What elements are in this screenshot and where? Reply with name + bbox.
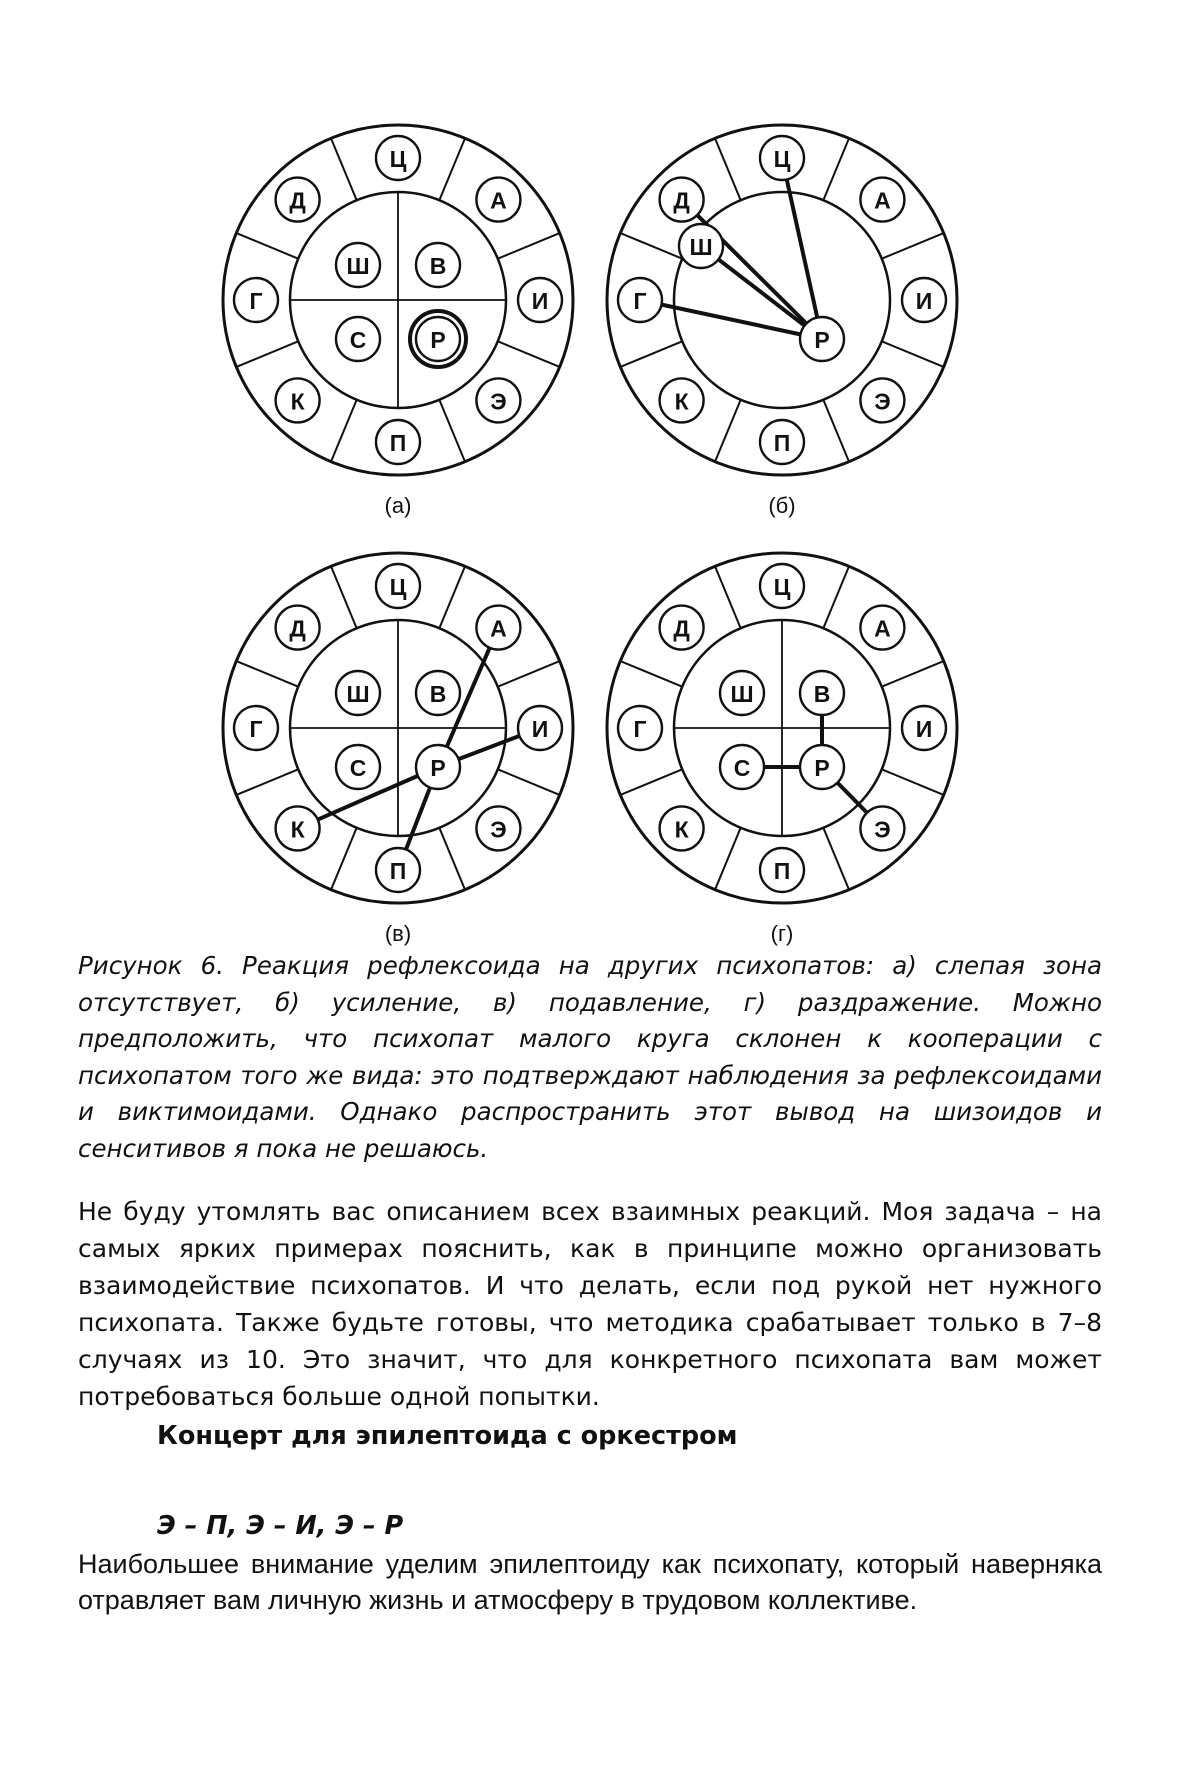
segment-divider xyxy=(498,341,560,367)
node-label: Ш xyxy=(346,681,370,707)
node-label: Ц xyxy=(773,574,791,600)
figure-caption: Рисунок 6. Реакция рефлексоида на других психопатов: а) слепая зона отсутствует, б) усиление, в) подавление, г) раздражение. Можно предположить, что психопат малого круга склонен к кооперации с психопатом того же вида: это подтверждают наблюдения за рефлексоидами и виктимоидами. Однако распространить этот вывод на шизоидов и сенситивов я пока не решаюсь. xyxy=(78,951,1102,1163)
segment-divider xyxy=(439,400,465,462)
inner-node xyxy=(416,671,460,715)
outer-node xyxy=(476,806,520,850)
outer-node xyxy=(618,706,662,750)
inner-node xyxy=(720,745,764,789)
segment-divider xyxy=(331,400,357,462)
outer-node xyxy=(860,806,904,850)
diagram-panel-g xyxy=(607,553,957,946)
outer-node xyxy=(660,378,704,422)
node-label: Ш xyxy=(689,234,713,260)
inner-node xyxy=(800,671,844,715)
diagram-panel-v xyxy=(223,553,573,946)
node-label: С xyxy=(349,755,367,781)
segment-divider xyxy=(331,566,357,628)
segment-divider xyxy=(498,661,560,687)
inner-node xyxy=(800,317,844,361)
inner-node xyxy=(800,745,844,789)
inner-node xyxy=(336,317,380,361)
outer-node xyxy=(276,606,320,650)
inner-node xyxy=(416,745,460,789)
outer-node xyxy=(276,178,320,222)
outer-node xyxy=(860,378,904,422)
segment-divider xyxy=(236,341,298,367)
node-label: А xyxy=(874,615,891,642)
outer-node xyxy=(860,606,904,650)
segment-divider xyxy=(498,233,560,259)
outer-node xyxy=(760,848,804,892)
node-label: П xyxy=(773,430,791,456)
segment-divider xyxy=(823,138,849,200)
segment-divider xyxy=(236,233,298,259)
node-label: Э xyxy=(490,816,507,843)
segment-divider xyxy=(715,138,741,200)
node-label: В xyxy=(429,253,447,279)
segment-divider xyxy=(823,400,849,462)
outer-node xyxy=(376,564,420,608)
segment-divider xyxy=(715,828,741,890)
segment-divider xyxy=(715,400,741,462)
node-label: Ц xyxy=(389,146,407,172)
node-label: И xyxy=(531,716,549,742)
node-label: К xyxy=(290,816,305,843)
outer-node xyxy=(760,564,804,608)
outer-node xyxy=(902,278,946,322)
inner-node xyxy=(416,243,460,287)
node-label: Ц xyxy=(389,574,407,600)
segment-divider xyxy=(439,566,465,628)
node-label: Ш xyxy=(730,681,754,707)
node-label: А xyxy=(874,187,891,214)
outer-node xyxy=(660,806,704,850)
node-label: Э xyxy=(490,388,507,415)
segment-divider xyxy=(236,769,298,795)
outer-node xyxy=(518,706,562,750)
outer-node xyxy=(618,278,662,322)
segment-divider xyxy=(331,138,357,200)
body-paragraph-2: Наибольшее внимание уделим эпилептоиду как психопату, который наверняка отравляет вам личную жизнь и атмосферу в трудовом коллективе. xyxy=(78,1549,1102,1615)
segment-divider xyxy=(620,233,682,259)
node-label: Д xyxy=(673,187,690,214)
segment-divider xyxy=(882,769,944,795)
node-label: И xyxy=(915,288,933,314)
node-label: Р xyxy=(814,755,830,781)
outer-node xyxy=(376,420,420,464)
segment-divider xyxy=(236,661,298,687)
node-label: П xyxy=(389,430,407,456)
node-label: Э xyxy=(874,388,891,415)
outer-node xyxy=(376,848,420,892)
segment-divider xyxy=(439,828,465,890)
node-label: Д xyxy=(673,615,690,642)
outer-node xyxy=(276,806,320,850)
panel-label: (б) xyxy=(768,493,796,518)
node-label: Э xyxy=(874,816,891,843)
diagram-panel-b xyxy=(607,125,957,518)
outer-node xyxy=(518,278,562,322)
segment-divider xyxy=(498,769,560,795)
node-label: Ц xyxy=(773,146,791,172)
segment-divider xyxy=(715,566,741,628)
segment-divider xyxy=(620,769,682,795)
body-paragraph: Не буду утомлять вас описанием всех взаимных реакций. Моя задача – на самых ярких примерах пояснить, как в принципе можно организовать взаимодействие психопатов. И что делать, если под рукой нет нужного психопата. Также будьте готовы, что методика срабатывает только в 7–8 случаях из 10. Это значит, что для конкретного психопата вам может потребоваться больше одной попытки. xyxy=(78,1197,1102,1411)
node-label: К xyxy=(290,388,305,415)
segment-divider xyxy=(882,233,944,259)
outer-node xyxy=(476,606,520,650)
panel-label: (в) xyxy=(384,921,412,946)
section-heading: Концерт для эпилептоида с оркестром xyxy=(157,1421,738,1451)
node-label: Г xyxy=(249,288,263,314)
segment-divider xyxy=(823,828,849,890)
node-label: П xyxy=(773,858,791,884)
outer-node xyxy=(860,178,904,222)
node-label: В xyxy=(813,681,831,707)
inner-node xyxy=(336,243,380,287)
node-label: С xyxy=(733,755,751,781)
node-label: К xyxy=(674,816,689,843)
node-label: И xyxy=(531,288,549,314)
inner-node xyxy=(679,224,723,268)
outer-node xyxy=(660,178,704,222)
outer-node xyxy=(476,178,520,222)
node-label: Д xyxy=(289,187,306,214)
pairing-formula: Э – П, Э – И, Э – Р xyxy=(157,1511,404,1541)
node-label: Г xyxy=(633,288,647,314)
node-label: Р xyxy=(814,327,830,353)
node-label: Г xyxy=(249,716,263,742)
segment-divider xyxy=(620,341,682,367)
node-label: С xyxy=(349,327,367,353)
outer-node xyxy=(376,136,420,180)
node-label: А xyxy=(490,187,507,214)
inner-node xyxy=(336,745,380,789)
outer-node xyxy=(760,136,804,180)
diagram-panel-a xyxy=(223,125,573,518)
node-label: Р xyxy=(430,327,446,353)
outer-node xyxy=(760,420,804,464)
node-label: Д xyxy=(289,615,306,642)
reaction-link xyxy=(682,200,822,339)
segment-divider xyxy=(439,138,465,200)
outer-node xyxy=(660,606,704,650)
inner-node xyxy=(720,671,764,715)
outer-node xyxy=(476,378,520,422)
outer-node xyxy=(902,706,946,750)
outer-node xyxy=(234,706,278,750)
inner-node xyxy=(410,311,466,367)
node-label: Ш xyxy=(346,253,370,279)
node-label: И xyxy=(915,716,933,742)
segment-divider xyxy=(331,828,357,890)
node-label: В xyxy=(429,681,447,707)
node-label: К xyxy=(674,388,689,415)
outer-node xyxy=(234,278,278,322)
outer-node xyxy=(276,378,320,422)
segment-divider xyxy=(882,661,944,687)
node-label: П xyxy=(389,858,407,884)
segment-divider xyxy=(620,661,682,687)
node-label: Р xyxy=(430,755,446,781)
segment-divider xyxy=(823,566,849,628)
inner-node xyxy=(336,671,380,715)
node-label: Г xyxy=(633,716,647,742)
panel-label: (г) xyxy=(770,921,794,946)
panel-label: (а) xyxy=(384,493,412,518)
node-label: А xyxy=(490,615,507,642)
segment-divider xyxy=(882,341,944,367)
